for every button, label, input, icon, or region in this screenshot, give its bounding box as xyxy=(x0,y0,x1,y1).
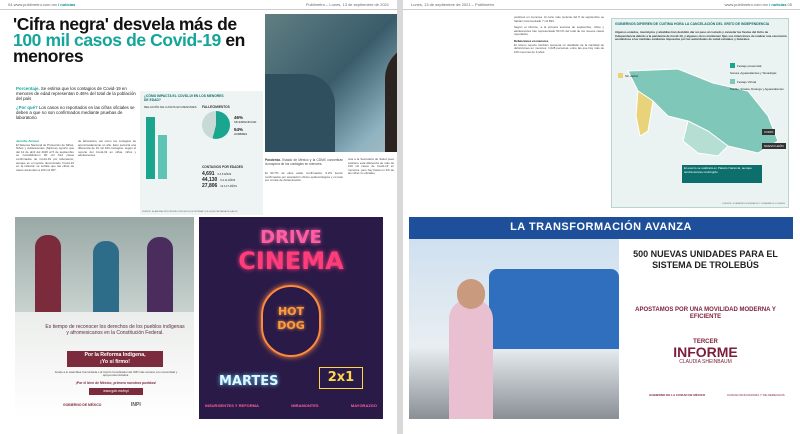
map-title: GOBIERNOS DIFIEREN DE CUITIMA HORA LA CANCELACIÓN DEL GRITO DE INDEPENDENCIA xyxy=(615,22,770,26)
ad2-hot: HOT xyxy=(277,305,305,318)
body-col4-text: cias a la Secretaría de Salud pues sostiene esta diferencia de más de 100 mil casos de Covid-19 en menores, pero hay hasta un 4% de las cifras no oficiales. xyxy=(348,157,394,176)
ad1-banner-line1: Por la Reforma Indígena, xyxy=(84,352,146,358)
ad1-figure xyxy=(35,235,61,312)
article-title xyxy=(13,16,258,64)
header-brand: Publimetro – Lunes, 13 de septiembre de 2021 xyxy=(305,2,389,7)
lead-label-1: Porcentaje. xyxy=(16,86,40,91)
ad3-trolleybus xyxy=(489,269,619,349)
infographic-subtitle: RELACIÓN DE CASOS EN MENORES xyxy=(144,105,197,109)
ad3-report-name: CLAUDIA SHEINBAUM xyxy=(679,359,732,365)
ad3-person xyxy=(449,299,493,419)
age-stats-title: CONTAGIOS POR EDADES xyxy=(202,165,244,169)
body-column-3 xyxy=(265,172,343,214)
header-site: www.publimetro.com.mx xyxy=(13,2,57,7)
map-infographic xyxy=(611,18,789,208)
photo-caption xyxy=(265,158,343,166)
ad3-report-tercer: TERCER xyxy=(693,339,718,345)
byline: Jennifer Alcázar xyxy=(16,139,40,143)
header-brand-right: Lunes, 13 de septiembre de 2021 – Publimetro xyxy=(411,2,495,7)
ad1-figure xyxy=(147,237,173,312)
legend-label: Festejo Virtual xyxy=(737,79,757,84)
mexico-map xyxy=(618,61,786,161)
page-number-left: 04 xyxy=(8,2,14,7)
ad2-location: MAYORAZGO xyxy=(350,403,377,408)
legend-label: Sin definir xyxy=(625,73,639,78)
ad1-banner xyxy=(67,351,163,367)
lead-text-1: Se estima que los contagios de Covid-19 en menores de edad representan 0.46% del total de la población del país xyxy=(16,86,136,102)
right-col1-mid: Según el informe, a la primera semana de septiembre, niños y adolescentes han representado 50.1% del total de los nuevos casos reportados. xyxy=(514,25,604,37)
pct-1: 46% xyxy=(234,115,244,120)
body-col1-text: El Sistema Nacional de Protección de Niñas, Niños y Adolescentes (Sipinna) reportó que del 12 de abril del 2020 al 5 de septiembre se contabilizaron 90 mil 614 casos confirmados de Covid-19 por laboratorio, aunque en el reporte denominado 'Covid-19 en la infancia' se señala que las cifras de casos ascienden a 100 mil 957. xyxy=(16,142,74,172)
cases-bar-2 xyxy=(158,135,167,179)
ad3-cdmx-logo: CIUDAD INNOVADORA Y DE DERECHOS xyxy=(727,393,785,397)
header-section: / noticias xyxy=(58,2,76,7)
ad3-headline: 500 NUEVAS UNIDADES PARA EL SISTEMA DE TROLEBÚS xyxy=(633,249,778,270)
age-stats xyxy=(202,171,260,189)
ad1-headline: Es tiempo de reconocer los derechos de los pueblos indígenas y afromexicanos en la Constitución Federal. xyxy=(45,324,185,336)
photo-caption-text: Estado de México y la CDMX concentran la mayoría de los contagios en menores. xyxy=(265,158,343,166)
age-stat-value: 27,806 xyxy=(202,183,218,189)
map-states-1: Sonora, Aguascalientes y Tamaulipas xyxy=(730,71,777,75)
right-page xyxy=(403,0,800,434)
age-stat-label: 6 A 11 AÑOS xyxy=(220,179,236,182)
deaths-label: FALLECIMIENTOS xyxy=(202,105,230,109)
header-section-right: / noticias xyxy=(769,2,787,7)
right-page-header xyxy=(403,0,800,10)
ad2-dog: DOG xyxy=(277,319,305,332)
map-states-2: Puebla, Sinaloa, Durango y Aguascalientes xyxy=(730,87,784,91)
age-stat-label: 0 A 5 AÑOS xyxy=(217,173,232,176)
ad2-cinema: CINEMA xyxy=(238,247,344,275)
ad3-banner-text: LA TRANSFORMACIÓN AVANZA xyxy=(510,221,692,233)
lead-text-2: Los casos no reportados en las cifras oficiales se deben a que no son confirmados mediante pruebas de laboratorio xyxy=(16,105,135,121)
map-text: Algunos estados, municipios y alcaldías han decidido dar un paso al costado y cancelar las fiestas del Grito de Independencia debido a la pandemia de Covid-19, y algunos otros mantienen fijas sus intenciones de realizar una ceremonia acotándose a las medidas sanitarias impuestas por las autoridades de salud estatales y federales. xyxy=(615,30,787,41)
right-col1-label: Defunciones en menores xyxy=(514,38,549,43)
ad2-drive: DRIVE xyxy=(260,227,322,248)
pct-1-label: SIN ESPECIFICAR xyxy=(234,121,257,124)
ad3-subheadline: APOSTAMOS POR UNA MOVILIDAD MODERNA Y EFICIENTE xyxy=(635,307,776,320)
ad1-inpi-logo: INPI xyxy=(131,402,141,408)
map-badge-1: COMO xyxy=(764,130,774,134)
infographic-title: ¿CÓMO IMPACTA EL COVID-19 EN LOS MENORES DE EDAD? xyxy=(144,94,224,102)
ad3-informe-logo xyxy=(623,339,788,365)
ad3-gov-logo: GOBIERNO DE LA CIUDAD DE MÉXICO xyxy=(649,393,706,397)
map-note: El evento se realizará en Palacio Nacional, aunque tendrá acceso restringido. xyxy=(682,165,762,183)
ad-trolebus xyxy=(409,217,793,419)
body-col3-text: El 90.7% de ellos están confirmados, 9.2% fueron confirmados por asociación clínico epidemiológica y el resto por comité de dictaminación. xyxy=(265,171,343,183)
left-page xyxy=(0,0,397,434)
pct-2-label: HOMBRES xyxy=(234,133,248,136)
ad1-url[interactable]: www.gob.mx/inpi xyxy=(89,388,143,395)
body-column-4 xyxy=(348,158,394,214)
age-stat-row xyxy=(202,183,260,189)
ad1-gov-logo: GOBIERNO DE MÉXICO xyxy=(63,403,102,407)
lead-label-2: ¿Por qué? xyxy=(16,105,38,111)
cases-bar-1 xyxy=(146,117,155,179)
ad1-banner-line2: ¡Yo sí firmo! xyxy=(100,359,130,365)
infographic-source: FUENTE: ELABORACIÓN PROPIA CON DATOS DE SIPINNA Y DE LA SECRETARÍA DE SALUD xyxy=(142,211,238,213)
ad3-photo xyxy=(409,239,619,419)
title-part2: en menores xyxy=(13,30,245,66)
ad2-day: MARTES xyxy=(219,374,279,389)
title-part1: 'Cifra negra' desvela más de xyxy=(13,14,237,34)
age-stat-value: 44,130 xyxy=(202,177,218,183)
legend-presencial xyxy=(730,63,761,68)
legend-label: Festejo presencial xyxy=(737,63,762,68)
lead-paragraph xyxy=(16,86,140,121)
body-column-2 xyxy=(78,140,136,214)
ad2-location: MIRAMONTES xyxy=(291,403,319,408)
photo-caption-label: Pandemia. xyxy=(265,158,281,162)
photo-figure-girl xyxy=(385,44,397,152)
left-page-header xyxy=(0,0,397,10)
infographic-box xyxy=(140,91,263,215)
ad3-person-head xyxy=(457,279,485,309)
ad2-promo: 2x1 xyxy=(319,367,363,389)
legend-swatch xyxy=(618,73,623,78)
ad3-banner xyxy=(409,217,793,239)
ad3-report-informe: INFORME xyxy=(673,344,738,360)
ad-inpi xyxy=(15,217,194,419)
map-badge-2: NUEVO LEÓN xyxy=(764,144,784,148)
pct-2: 54% xyxy=(234,127,244,132)
ad1-cta: ¡Por el bien de México, primero nuestros pueblos! xyxy=(75,381,157,385)
ad2-location: INSURGENTES Y REFORMA xyxy=(205,403,259,408)
body-col2-text: de laboratorio, así como los contagios de aproximadamente un año. Esto sumaría una diferencia de 10 mil 343 contagios, según el reporte del Covid-19 en niñas, niños y adolescentes. xyxy=(78,139,136,158)
legend-sin-definir xyxy=(618,73,638,78)
title-highlight: 100 mil casos de Covid-19 xyxy=(13,30,221,50)
ad1-small-text: Acude a tu Asamblea Comunitaria o al Centro Coordinador del INPI más cercano a tu comunidad y apoya esta iniciativa. xyxy=(54,370,178,378)
deaths-pie xyxy=(202,111,230,139)
right-col1-top: positivos en menores. Al corte más reciente del 5 de septiembre se habían incrementado 7 mil 833. xyxy=(514,15,604,23)
legend-swatch xyxy=(730,63,735,68)
age-stat-value: 4,691 xyxy=(202,171,215,177)
right-col1-low: El mismo reporte también presenta un detallado de la cantidad de defunciones en menores: 1,028 personas, entre las que hay más de 100 menores de 3 años. xyxy=(514,42,604,54)
body-column-1 xyxy=(16,140,74,214)
map-source: FUENTE: GOBIERNOS ESTATALES Y GOBIERNOS LOCALES xyxy=(722,203,785,205)
ad1-photo-women xyxy=(15,217,194,312)
news-photo-vaccination xyxy=(265,14,397,152)
page-number-right: 05 xyxy=(786,2,792,7)
age-stat-label: 12 A 17 AÑOS xyxy=(220,185,237,188)
ad-drive-cinema xyxy=(199,217,383,419)
photo-figure-left xyxy=(265,74,335,152)
legend-swatch xyxy=(730,79,735,84)
legend-virtual xyxy=(730,79,756,84)
right-column-1 xyxy=(514,16,604,206)
header-site-right: www.publimetro.com.mx xyxy=(724,2,768,7)
ad1-figure xyxy=(93,241,119,312)
ad2-locations xyxy=(205,403,377,408)
